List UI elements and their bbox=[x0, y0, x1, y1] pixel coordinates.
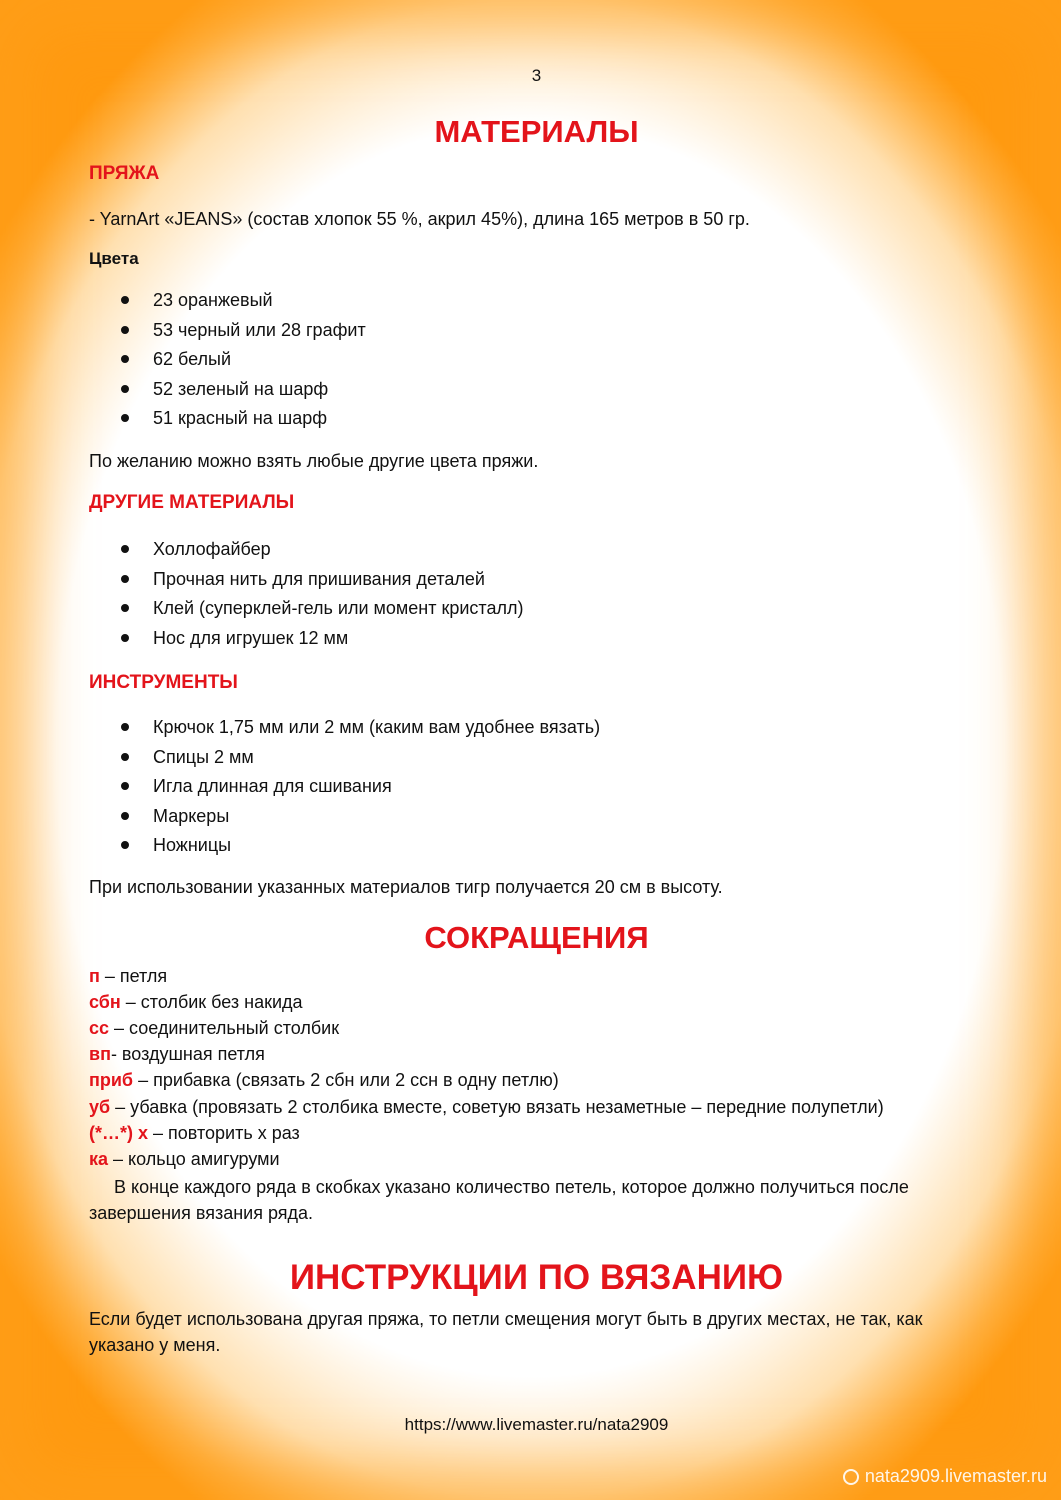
abbreviation-item: (*…*) х – повторить х раз bbox=[89, 1123, 300, 1143]
bullet-icon bbox=[121, 326, 129, 334]
other-materials-heading: ДРУГИЕ МАТЕРИАЛЫ bbox=[89, 492, 295, 513]
bullet-icon bbox=[121, 723, 129, 731]
abbreviations-title: СОКРАЩЕНИЯ bbox=[424, 920, 649, 955]
list-item: Спицы 2 мм bbox=[115, 747, 600, 777]
list-item: Игла длинная для сшивания bbox=[115, 776, 600, 806]
abbreviation-item: уб – убавка (провязать 2 столбика вместе, советую вязать незаметные – передние полупетли) bbox=[89, 1097, 884, 1117]
bullet-icon bbox=[121, 575, 129, 583]
list-item: 53 черный или 28 графит bbox=[115, 320, 366, 350]
bullet-icon bbox=[121, 841, 129, 849]
abbreviation-item: ка – кольцо амигуруми bbox=[89, 1149, 280, 1169]
list-item: Нос для игрушек 12 мм bbox=[115, 628, 524, 658]
watermark-logo-icon bbox=[843, 1469, 859, 1485]
bullet-icon bbox=[121, 355, 129, 363]
abbreviation-item: сс – соединительный столбик bbox=[89, 1018, 340, 1038]
instructions-title: ИНСТРУКЦИИ ПО ВЯЗАНИЮ bbox=[289, 1258, 784, 1297]
bullet-icon bbox=[121, 634, 129, 642]
colors-list bbox=[115, 290, 366, 438]
abbreviation-item: сбн – столбик без накида bbox=[89, 992, 303, 1012]
bullet-icon bbox=[121, 812, 129, 820]
abbreviation-item: приб – прибавка (связать 2 сбн или 2 ссн в одну петлю) bbox=[89, 1070, 559, 1090]
list-item: 52 зеленый на шарф bbox=[115, 379, 366, 409]
list-item: Ножницы bbox=[115, 835, 600, 865]
size-note: При использовании указанных материалов тигр получается 20 см в высоту. bbox=[89, 877, 723, 897]
abbreviation-item: п – петля bbox=[89, 966, 168, 986]
colors-label: Цвета bbox=[89, 249, 139, 268]
list-item: 51 красный на шарф bbox=[115, 408, 366, 438]
list-item: 23 оранжевый bbox=[115, 290, 366, 320]
yarn-heading: ПРЯЖА bbox=[89, 163, 160, 184]
tools-list bbox=[115, 717, 600, 865]
footer-url[interactable]: https://www.livemaster.ru/nata2909 bbox=[404, 1415, 669, 1434]
list-item: Прочная нить для пришивания деталей bbox=[115, 569, 524, 599]
yarn-line: - YarnArt «JEANS» (состав хлопок 55 %, акрил 45%), длина 165 метров в 50 гр. bbox=[89, 209, 750, 229]
page-number: 3 bbox=[531, 66, 542, 85]
instructions-text: Если будет использована другая пряжа, то петли смещения могут быть в других местах, не так, как указано у меня. bbox=[89, 1309, 923, 1355]
bullet-icon bbox=[121, 753, 129, 761]
bullet-icon bbox=[121, 414, 129, 422]
bullet-icon bbox=[121, 545, 129, 553]
list-item: Холлофайбер bbox=[115, 539, 524, 569]
watermark: nata2909.livemaster.ru bbox=[843, 1466, 1047, 1487]
list-item: 62 белый bbox=[115, 349, 366, 379]
list-item: Крючок 1,75 мм или 2 мм (каким вам удобнее вязать) bbox=[115, 717, 600, 747]
bullet-icon bbox=[121, 604, 129, 612]
list-item: Клей (суперклей-гель или момент кристалл) bbox=[115, 598, 524, 628]
rows-note: В конце каждого ряда в скобках указано количество петель, которое должно получиться после завершения вязания ряда. bbox=[89, 1177, 909, 1223]
bullet-icon bbox=[121, 296, 129, 304]
bullet-icon bbox=[121, 385, 129, 393]
colors-note: По желанию можно взять любые другие цвета пряжи. bbox=[89, 451, 539, 471]
abbreviation-item: вп- воздушная петля bbox=[89, 1044, 265, 1064]
tools-heading: ИНСТРУМЕНТЫ bbox=[89, 672, 238, 693]
list-item: Маркеры bbox=[115, 806, 600, 836]
bullet-icon bbox=[121, 782, 129, 790]
materials-title: МАТЕРИАЛЫ bbox=[434, 114, 639, 149]
other-materials-list bbox=[115, 539, 524, 657]
